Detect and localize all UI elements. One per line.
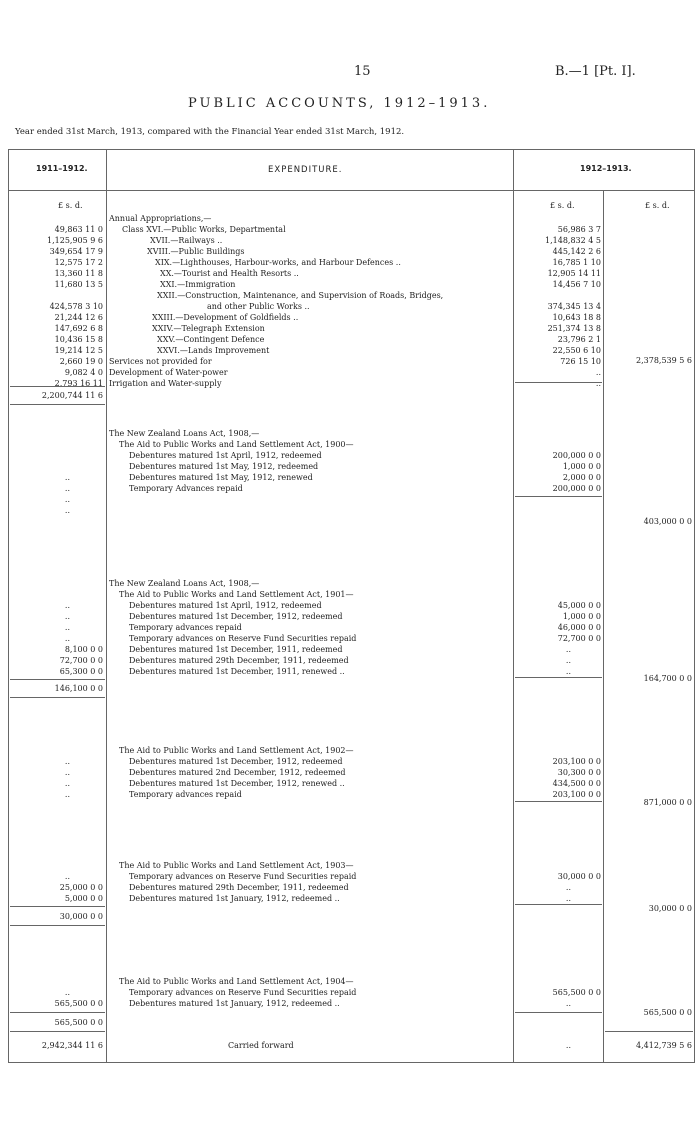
s1-prev: 21,244 12 6 <box>54 313 103 322</box>
s1-prev: 424,578 3 10 <box>49 302 103 311</box>
s4-prev: .. <box>64 790 70 799</box>
s5-prev: .. <box>64 872 70 881</box>
section4-prev-values <box>10 756 70 800</box>
s1-curr: 14,456 7 10 <box>552 280 601 289</box>
s2-curr: 200,000 0 0 <box>552 451 601 460</box>
section5-curr-values <box>515 871 601 904</box>
footer-curr: .. <box>565 1041 571 1050</box>
s4-curr: 203,100 0 0 <box>552 757 601 766</box>
s1-label: XXI.—Immigration <box>160 280 236 289</box>
s4-label: Debentures matured 1st December, 1912, renewed .. <box>129 779 345 788</box>
s1-prev-rule <box>10 386 105 387</box>
s1-curr: 10,643 18 8 <box>552 313 601 322</box>
s2-curr: 200,000 0 0 <box>552 484 601 493</box>
s4-prev: .. <box>64 757 70 766</box>
units-total: £ s. d. <box>645 201 670 210</box>
s1-prev: 10,436 15 8 <box>54 335 103 344</box>
s3-prev: .. <box>64 612 70 621</box>
s3-curr: .. <box>565 645 571 654</box>
s1-label: XXIV.—Telegraph Extension <box>152 324 265 333</box>
s1-curr: .. <box>595 368 601 377</box>
s1-label: and other Public Works .. <box>207 302 310 311</box>
s4-label: Temporary advances repaid <box>129 790 242 799</box>
page-reference: B.—1 [Pt. I]. <box>555 64 636 79</box>
units-prev: £ s. d. <box>58 201 83 210</box>
s5-label: Temporary advances on Reserve Fund Securities repaid <box>129 872 357 881</box>
section6-prev-values <box>10 987 103 1009</box>
s6-curr: 565,500 0 0 <box>552 988 601 997</box>
s6-prev-rule <box>10 1012 105 1013</box>
s4-curr: 30,300 0 0 <box>557 768 601 777</box>
s1-prev: 349,654 17 9 <box>49 247 103 256</box>
section1-prev-values <box>10 224 103 389</box>
s3-prev: .. <box>64 601 70 610</box>
section4-curr-total: 871,000 0 0 <box>643 798 692 807</box>
s3-label: Debentures matured 1st December, 1911, renewed .. <box>129 667 345 676</box>
s1-label: XX.—Tourist and Health Resorts .. <box>160 269 299 278</box>
s3-prev: .. <box>64 634 70 643</box>
section2-prev-values <box>10 472 70 516</box>
s3-curr: 46,000 0 0 <box>557 623 601 632</box>
s6-curr: .. <box>565 999 571 1008</box>
s1-prev-total-rule <box>10 404 105 405</box>
s3-label: Debentures matured 1st December, 1911, redeemed <box>129 645 343 654</box>
s5-curr: .. <box>565 883 571 892</box>
page-subtitle: Year ended 31st March, 1913, compared with the Financial Year ended 31st March, 1912. <box>15 127 405 137</box>
table-left-border <box>8 149 9 1062</box>
s3-curr: 45,000 0 0 <box>557 601 601 610</box>
s4-curr-rule <box>515 801 602 802</box>
s1-prev: 9,082 4 0 <box>64 368 103 377</box>
footer-label: Carried forward <box>228 1041 294 1050</box>
s1-curr: 726 15 10 <box>560 357 601 366</box>
s5-prev: 25,000 0 0 <box>59 883 103 892</box>
s2-prev: .. <box>64 495 70 504</box>
s3-prev: 8,100 0 0 <box>64 645 103 654</box>
s1-prev: 13,360 11 8 <box>54 269 103 278</box>
section6-intro: The Aid to Public Works and Land Settlement Act, 1904— <box>119 977 354 986</box>
section3-prev-values <box>10 600 103 677</box>
s1-prev: 2,793 16 11 <box>54 379 103 388</box>
section5-prev-total: 30,000 0 0 <box>59 912 103 921</box>
s3-label: Debentures matured 1st December, 1912, redeemed <box>129 612 343 621</box>
section4-intro: The Aid to Public Works and Land Settlement Act, 1902— <box>119 746 354 755</box>
s2-prev: .. <box>64 506 70 515</box>
section6-labels <box>129 987 509 1009</box>
s2-label: Debentures matured 1st May, 1912, renewed <box>129 473 313 482</box>
s5-prev: 5,000 0 0 <box>64 894 103 903</box>
s3-label: Debentures matured 29th December, 1911, redeemed <box>129 656 349 665</box>
s1-curr: 16,785 1 10 <box>552 258 601 267</box>
s4-label: Debentures matured 1st December, 1912, redeemed <box>129 757 343 766</box>
s1-curr-rule <box>515 382 602 383</box>
s3-label: Debentures matured 1st April, 1912, redeemed <box>129 601 322 610</box>
s1-curr: 22,550 6 10 <box>552 346 601 355</box>
s6-label: Debentures matured 1st January, 1912, redeemed .. <box>129 999 340 1008</box>
section2-curr-values <box>515 450 601 494</box>
section6-curr-total: 565,500 0 0 <box>643 1008 692 1017</box>
s2-label: Temporary Advances repaid <box>129 484 243 493</box>
s2-curr: 2,000 0 0 <box>562 473 601 482</box>
col-divider-2 <box>513 149 514 1062</box>
s3-prev-rule <box>10 679 105 680</box>
section3-intro2: The Aid to Public Works and Land Settlement Act, 1901— <box>119 590 354 599</box>
s1-prev: 49,863 11 0 <box>54 225 103 234</box>
s1-prev: 12,575 17 2 <box>54 258 103 267</box>
col-divider-3 <box>603 190 604 1062</box>
s1-label: XXII.—Construction, Maintenance, and Supervision of Roads, Bridges, <box>157 291 444 300</box>
section2-labels <box>129 450 509 494</box>
s5-label: Debentures matured 1st January, 1912, redeemed .. <box>129 894 340 903</box>
section3-intro1: The New Zealand Loans Act, 1908,— <box>109 579 260 588</box>
s1-label: Class XVI.—Public Works, Departmental <box>122 225 286 234</box>
s6-prev: .. <box>64 988 70 997</box>
s3-curr: 72,700 0 0 <box>557 634 601 643</box>
s4-curr: 203,100 0 0 <box>552 790 601 799</box>
s5-prev-rule <box>10 906 105 907</box>
footer-total: 4,412,739 5 6 <box>636 1041 692 1050</box>
s4-curr: 434,500 0 0 <box>552 779 601 788</box>
s6-curr-rule <box>515 1012 602 1013</box>
section3-curr-total: 164,700 0 0 <box>643 674 692 683</box>
col-divider-1 <box>106 149 107 1062</box>
s3-curr: .. <box>565 656 571 665</box>
s1-prev: 11,680 13 5 <box>54 280 103 289</box>
header-curr-year: 1912–1913. <box>580 164 632 173</box>
s6-label: Temporary advances on Reserve Fund Securities repaid <box>129 988 357 997</box>
section1-curr-values <box>515 224 601 389</box>
section2-curr-total: 403,000 0 0 <box>643 517 692 526</box>
table-top-rule <box>8 149 695 150</box>
s3-prev: 72,700 0 0 <box>59 656 103 665</box>
s3-label: Temporary advances on Reserve Fund Securities repaid <box>129 634 357 643</box>
s1-curr: .. <box>595 379 601 388</box>
s3-curr: 1,000 0 0 <box>562 612 601 621</box>
s1-label: Irrigation and Water-supply <box>109 379 222 388</box>
section6-prev-total: 565,500 0 0 <box>54 1018 103 1027</box>
s2-label: Debentures matured 1st May, 1912, redeemed <box>129 462 319 471</box>
s6-prev-total-rule <box>10 1031 105 1032</box>
s1-label: XIX.—Lighthouses, Harbour-works, and Harbour Defences .. <box>155 258 401 267</box>
s2-prev: .. <box>64 473 70 482</box>
section1-curr-total: 2,378,539 5 6 <box>636 356 692 365</box>
section5-intro: The Aid to Public Works and Land Settlement Act, 1903— <box>119 861 354 870</box>
footer-prev: 2,942,344 11 6 <box>41 1041 103 1050</box>
s1-prev: 19,214 12 5 <box>54 346 103 355</box>
section4-labels <box>129 756 509 800</box>
section1-labels <box>122 224 512 356</box>
section3-curr-values <box>515 600 601 677</box>
section1-labels-misc <box>109 356 509 389</box>
s3-prev: 65,300 0 0 <box>59 667 103 676</box>
s2-label: Debentures matured 1st April, 1912, redeemed <box>129 451 322 460</box>
s1-prev: 147,692 6 8 <box>54 324 103 333</box>
s2-prev: .. <box>64 484 70 493</box>
s2-curr-rule <box>515 496 602 497</box>
s5-prev-total-rule <box>10 925 105 926</box>
s1-label: XXV.—Contingent Defence <box>157 335 265 344</box>
section3-labels <box>129 600 509 677</box>
s4-prev: .. <box>64 768 70 777</box>
s1-curr <box>515 290 601 301</box>
section1-intro: Annual Appropriations,— <box>109 214 212 223</box>
s1-label: XVII.—Railways .. <box>150 236 223 245</box>
s6-curr-total-rule <box>605 1031 693 1032</box>
s6-prev: 565,500 0 0 <box>54 999 103 1008</box>
s1-label: XVIII.—Public Buildings <box>147 247 245 256</box>
s3-prev: .. <box>64 623 70 632</box>
section5-prev-values <box>10 871 103 904</box>
section5-labels <box>129 871 509 904</box>
s3-curr-rule <box>515 677 602 678</box>
s3-prev-total-rule <box>10 697 105 698</box>
section6-curr-values <box>515 987 601 1009</box>
header-prev-year: 1911–1912. <box>36 164 88 173</box>
s3-curr: .. <box>565 667 571 676</box>
s5-label: Debentures matured 29th December, 1911, redeemed <box>129 883 349 892</box>
s4-prev: .. <box>64 779 70 788</box>
page-title: PUBLIC ACCOUNTS, 1912–1913. <box>188 96 491 111</box>
s1-label: XXIII.—Development of Goldfields .. <box>152 313 299 322</box>
section1-prev-total: 2,200,744 11 6 <box>41 391 103 400</box>
table-header-rule <box>8 190 695 191</box>
s1-prev: 2,660 19 0 <box>59 357 103 366</box>
s1-prev <box>10 290 103 301</box>
units-curr: £ s. d. <box>550 201 575 210</box>
s5-curr: 30,000 0 0 <box>557 872 601 881</box>
s1-curr: 251,374 13 8 <box>547 324 601 333</box>
header-expenditure: EXPENDITURE. <box>268 165 343 175</box>
s2-curr: 1,000 0 0 <box>562 462 601 471</box>
s1-curr: 12,905 14 11 <box>547 269 601 278</box>
s1-label: XXVI.—Lands Improvement <box>157 346 270 355</box>
section5-curr-total: 30,000 0 0 <box>648 904 692 913</box>
table-right-border <box>694 149 695 1062</box>
s1-curr: 23,796 2 1 <box>557 335 601 344</box>
s1-curr: 56,986 3 7 <box>557 225 601 234</box>
table-bottom-rule <box>8 1062 695 1063</box>
s1-curr: 445,142 2 6 <box>552 247 601 256</box>
page-number: 15 <box>354 64 371 79</box>
s4-label: Debentures matured 2nd December, 1912, redeemed <box>129 768 346 777</box>
s1-label: Services not provided for <box>109 357 212 366</box>
s5-curr-rule <box>515 904 602 905</box>
s3-label: Temporary advances repaid <box>129 623 242 632</box>
section2-intro1: The New Zealand Loans Act, 1908,— <box>109 429 260 438</box>
section4-curr-values <box>515 756 601 800</box>
s1-label: Development of Water-power <box>109 368 228 377</box>
section3-prev-total: 146,100 0 0 <box>54 684 103 693</box>
s5-curr: .. <box>565 894 571 903</box>
s1-prev: 1,125,905 9 6 <box>47 236 103 245</box>
section2-intro2: The Aid to Public Works and Land Settlement Act, 1900— <box>119 440 354 449</box>
s1-curr: 374,345 13 4 <box>547 302 601 311</box>
s1-curr: 1,148,832 4 5 <box>545 236 601 245</box>
